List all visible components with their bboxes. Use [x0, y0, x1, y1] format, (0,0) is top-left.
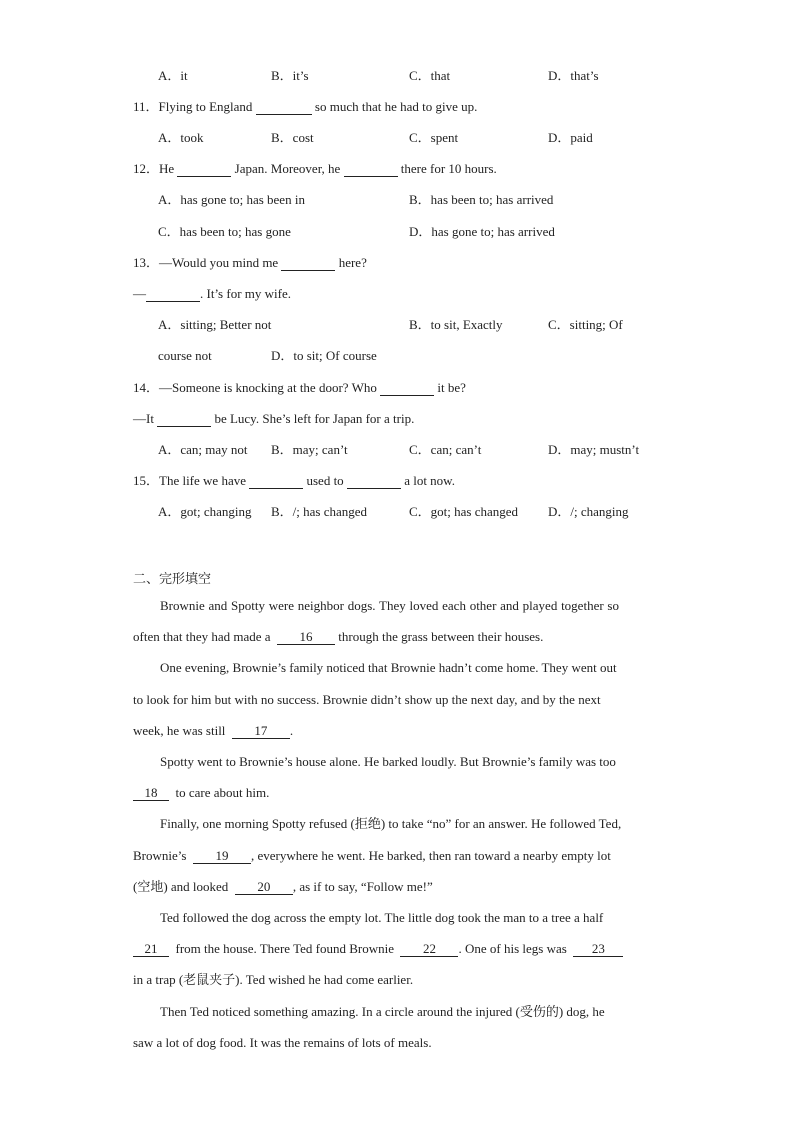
- blank-21: 21: [133, 942, 169, 957]
- q10-option-a: A．it: [158, 68, 188, 83]
- passage-p3-line2: 18 to care about him.: [133, 785, 269, 801]
- q10-option-d: D．that’s: [548, 68, 599, 83]
- q14-option-a: A．can; may not: [158, 442, 248, 457]
- q15-option-c: C．got; has changed: [409, 504, 519, 519]
- q10-option-b: B．it’s: [271, 68, 309, 83]
- passage-p2-line3: week, he was still 17 .: [133, 723, 294, 738]
- q14-blank-2: [157, 412, 211, 427]
- q13-option-b: B．to sit, Exactly: [409, 317, 503, 332]
- passage-p1-line1: Brownie and Spotty were neighbor dogs. They loved each other and played together so: [160, 598, 619, 613]
- q10-option-c: C．that: [409, 68, 451, 83]
- passage-p4-line1: Finally, one morning Spotty refused (拒绝) to take “no” for an answer. He followed Ted,: [160, 816, 622, 831]
- blank-18: 18: [133, 786, 169, 801]
- blank-20: 20: [235, 880, 293, 895]
- q13-stem: 13．—Would you mind me here?: [133, 255, 367, 270]
- q15-blank-1: [249, 474, 303, 489]
- q13-option-a: A．sitting; Better not: [158, 317, 272, 332]
- passage-p1-line2: often that they had made a 16 through the grass between their houses.: [133, 629, 544, 644]
- passage-p4-line3: (空地) and looked 20 , as if to say, “Follow me!”: [133, 879, 433, 894]
- q14-reply: —It be Lucy. She’s left for Japan for a trip.: [133, 411, 415, 426]
- passage-p6-line1: Then Ted noticed something amazing. In a circle around the injured (受伤的) dog, he: [160, 1004, 605, 1019]
- q15-stem: 15．The life we have used to a lot now.: [133, 473, 455, 488]
- q14-option-b: B．may; can’t: [271, 442, 348, 457]
- q12-blank-2: [344, 162, 398, 177]
- q15-option-a: A．got; changing: [158, 504, 252, 519]
- passage-p4-line2: Brownie’s 19 , everywhere he went. He barked, then ran toward a nearby empty lot: [133, 848, 611, 863]
- passage-p2-line2: to look for him but with no success. Brownie didn’t show up the next day, and by the next: [133, 692, 601, 707]
- q15-option-d: D．/; changing: [548, 504, 629, 519]
- q11-option-c: C．spent: [409, 130, 459, 145]
- q13-option-c: C．sitting; Of: [548, 317, 623, 332]
- q15-blank-2: [347, 474, 401, 489]
- q12-blank-1: [177, 162, 231, 177]
- passage-p2-line1: One evening, Brownie’s family noticed that Brownie hadn’t come home. They went out: [160, 660, 617, 675]
- q13-option-c-cont: course not: [158, 348, 212, 363]
- section-title: 二、完形填空: [133, 572, 212, 587]
- q13-blank-2: [146, 287, 200, 302]
- q12-option-a: A．has gone to; has been in: [158, 192, 305, 207]
- passage-p5-line2: 21 from the house. There Ted found Brownie 22 . One of his legs was 23: [133, 941, 623, 957]
- passage-p6-line2: saw a lot of dog food. It was the remains of lots of meals.: [133, 1035, 432, 1050]
- q14-option-d: D．may; mustn’t: [548, 442, 640, 457]
- q11-stem: 11．Flying to England so much that he had to give up.: [133, 99, 478, 114]
- q12-stem: 12．He Japan. Moreover, he there for 10 hours.: [133, 161, 497, 176]
- q11-option-a: A．took: [158, 130, 204, 145]
- blank-23: 23: [573, 942, 623, 957]
- q11-option-b: B．cost: [271, 130, 314, 145]
- passage-p3-line1: Spotty went to Brownie’s house alone. He barked loudly. But Brownie’s family was too: [160, 754, 616, 769]
- q11-blank: [256, 100, 312, 115]
- blank-16: 16: [277, 630, 335, 645]
- q13-option-d: D．to sit; Of course: [271, 348, 377, 363]
- q12-option-b: B．has been to; has arrived: [409, 192, 554, 207]
- q14-stem: 14．—Someone is knocking at the door? Who it be?: [133, 380, 466, 395]
- passage-p5-line1: Ted followed the dog across the empty lot. The little dog took the man to a tree a half: [160, 910, 604, 925]
- q12-option-c: C．has been to; has gone: [158, 224, 291, 239]
- q14-option-c: C．can; can’t: [409, 442, 482, 457]
- passage-p5-line3: in a trap (老鼠夹子). Ted wished he had come earlier.: [133, 972, 414, 987]
- blank-17: 17: [232, 724, 290, 739]
- q14-blank-1: [380, 381, 434, 396]
- blank-22: 22: [400, 942, 458, 957]
- q15-option-b: B．/; has changed: [271, 504, 368, 519]
- q13-reply: — . It’s for my wife.: [133, 286, 291, 301]
- q13-blank-1: [281, 256, 335, 271]
- q11-option-d: D．paid: [548, 130, 593, 145]
- blank-19: 19: [193, 849, 251, 864]
- q12-option-d: D．has gone to; has arrived: [409, 224, 555, 239]
